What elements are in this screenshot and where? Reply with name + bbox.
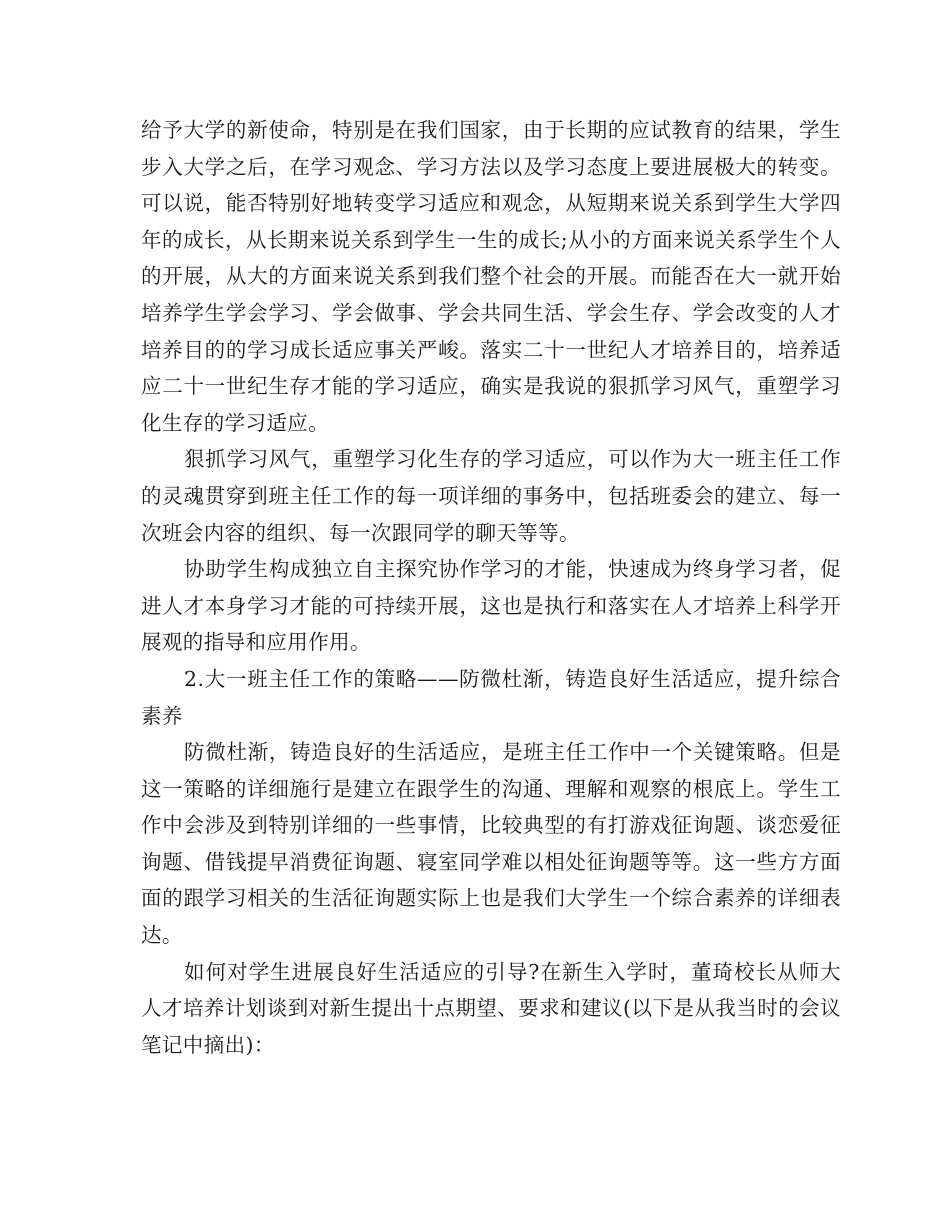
document-body [141,112,841,1063]
section-heading-strategy: 2.大一班主任工作的策略——防微杜渐，铸造良好生活适应，提升综合素养 [141,666,841,728]
paragraph-study-style: 狠抓学习风气，重塑学习化生存的学习适应，可以作为大一班主任工作的灵魂贯穿到班主任工作的每一项详细的事务中，包括班委会的建立、每一次班会内容的组织、每一次跟同学的聊天等等。 [141,447,841,545]
paragraph-life-habits: 防微杜渐，铸造良好的生活适应，是班主任工作中一个关键策略。但是这一策略的详细施行是建立在跟学生的沟通、理解和观察的根底上。学生工作中会涉及到特别详细的一些事情，比较典型的有打游戏征询题、谈恋爱征询题、借钱提早消费征询题、寝室同学难以相处征询题等等。这一些方方面面的跟学习相关的生活征询题实际上也是我们大学生一个综合素养的详细表达。 [141,740,841,948]
paragraph-continued: 给予大学的新使命，特别是在我们国家，由于长期的应试教育的结果，学生步入大学之后，在学习观念、学习方法以及学习态度上要进展极大的转变。可以说，能否特别好地转变学习适应和观念，从短期来说关系到学生大学四年的成长，从长期来说关系到学生一生的成长;从小的方面来说关系学生个人的开展，从大的方面来说关系到我们整个社会的开展。而能否在大一就开始培养学生学会学习、学会做事、学会共同生活、学会生存、学会改变的人才培养目的的学习成长适应事关严峻。落实二十一世纪人才培养目的，培养适应二十一世纪生存才能的学习适应，确实是我说的狠抓学习风气，重塑学习化生存的学习适应。 [141,118,841,435]
paragraph-guidance: 如何对学生进展良好生活适应的引导?在新生入学时，董琦校长从师大人才培养计划谈到对新生提出十点期望、要求和建议(以下是从我当时的会议笔记中摘出)： [141,959,841,1057]
paragraph-lifelong-learning: 协助学生构成独立自主探究协作学习的才能，快速成为终身学习者，促进人才本身学习才能的可持续开展，这也是执行和落实在人才培养上科学开展观的指导和应用作用。 [141,557,841,655]
